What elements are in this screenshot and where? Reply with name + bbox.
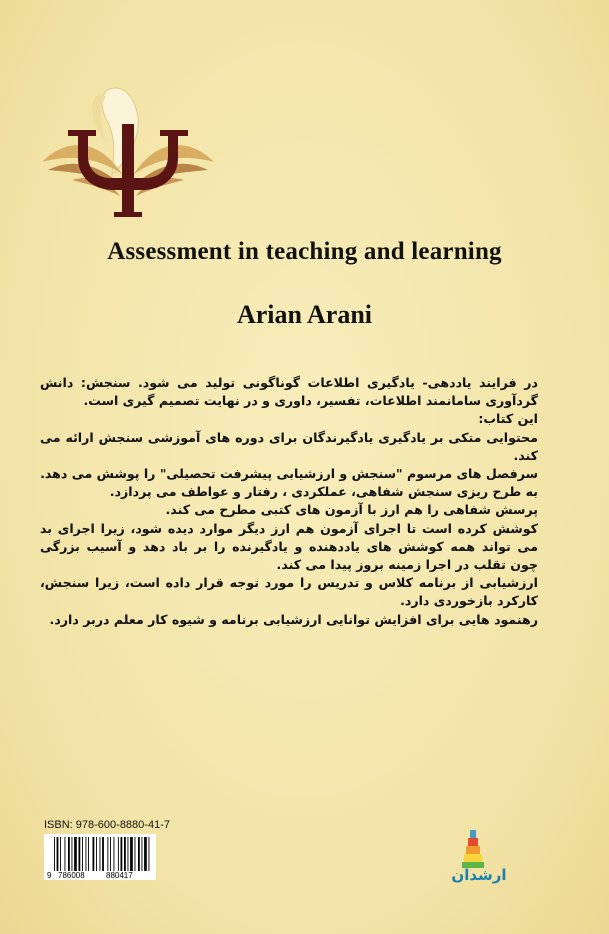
description-paragraph: رهنمود هایی برای افزایش توانایی ارزشیابی برنامه و شیوه کار معلم دربر دارد. bbox=[49, 611, 538, 627]
barcode-bar bbox=[74, 837, 77, 871]
publisher-logo bbox=[446, 828, 512, 884]
description-paragraph: به طرح ریزی سنجش شفاهی، عملکردی ، رفتار و عواطف می پردازد. bbox=[109, 484, 538, 500]
barcode-bar bbox=[128, 837, 129, 871]
barcode-bar bbox=[124, 837, 126, 871]
barcode-bar bbox=[57, 837, 59, 871]
barcode-lead-digit: 9 bbox=[47, 871, 52, 880]
barcode-bar bbox=[142, 837, 143, 871]
barcode-bar bbox=[114, 837, 115, 871]
barcode-bar bbox=[79, 837, 81, 871]
barcode-bar bbox=[135, 837, 136, 871]
barcode-bar bbox=[68, 837, 70, 871]
barcode-bar bbox=[102, 837, 104, 871]
barcode-bar bbox=[130, 837, 133, 871]
barcode-bar bbox=[54, 837, 55, 871]
description-paragraph: سرفصل های مرسوم "سنجش و ارزشیابی پیشرفت تحصیلی" را پوشش می دهد. bbox=[40, 466, 538, 482]
barcode-bar bbox=[60, 837, 61, 871]
barcode-right-digits: 880417 bbox=[106, 871, 133, 880]
barcode-bar bbox=[138, 837, 140, 871]
barcode-bar bbox=[110, 837, 111, 871]
isbn-barcode bbox=[44, 834, 156, 880]
psi-logo bbox=[38, 78, 218, 218]
barcode-bar bbox=[100, 837, 101, 871]
barcode-left-digits: 786008 bbox=[58, 871, 85, 880]
barcode-bar bbox=[96, 837, 97, 871]
barcode-bar bbox=[121, 837, 123, 871]
book-title: Assessment in teaching and learning bbox=[107, 238, 502, 265]
barcode-bar bbox=[72, 837, 73, 871]
description-paragraph: محتوایی متکی بر یادگیری یادگیرندگان برای دوره های آموزشی سنجش ارائه می کند. bbox=[40, 429, 538, 463]
back-cover-description bbox=[40, 374, 538, 629]
description-paragraph: این کتاب: bbox=[478, 411, 538, 427]
description-paragraph: کوشش کرده است تا اجرای آزمون هم ارز دیگر موارد دیده شود، زیرا اجرای بد می تواند همه کوشش های یاددهنده و یادگیرنده را بر باد دهد و آسیب بزرگی چون تقلب در اجرا زمینه بروز پیدا می کند. bbox=[40, 520, 538, 573]
barcode-bar bbox=[82, 837, 83, 871]
barcode-bar bbox=[107, 837, 108, 871]
barcode-bar bbox=[86, 837, 87, 871]
barcode-bar bbox=[93, 837, 95, 871]
description-paragraph: ارزشیابی از برنامه کلاس و تدریس را مورد توجه قرار داده است، زیرا سنجش، کارکرد بازخوردی دارد. bbox=[40, 575, 538, 609]
barcode-bar bbox=[144, 837, 147, 871]
publisher-name: ارشدان bbox=[451, 866, 507, 884]
barcode-bar bbox=[118, 837, 119, 871]
barcode-bar bbox=[88, 837, 89, 871]
barcode-bar bbox=[65, 837, 66, 871]
isbn-label: ISBN: 978-600-8880-41-7 bbox=[44, 819, 170, 831]
author-name: Arian Arani bbox=[236, 300, 373, 329]
barcode-bar bbox=[149, 837, 150, 871]
description-paragraph: در فرایند یاددهی- یادگیری اطلاعات گوناگونی تولید می شود. سنجش: دانش گردآوری سامانمند اطلاعات، تفسیر، داوری و در نهایت تصمیم گیری است. bbox=[40, 375, 538, 409]
description-paragraph: پرسش شفاهی را هم ارز با آزمون های کتبی مطرح می کند. bbox=[165, 502, 538, 518]
